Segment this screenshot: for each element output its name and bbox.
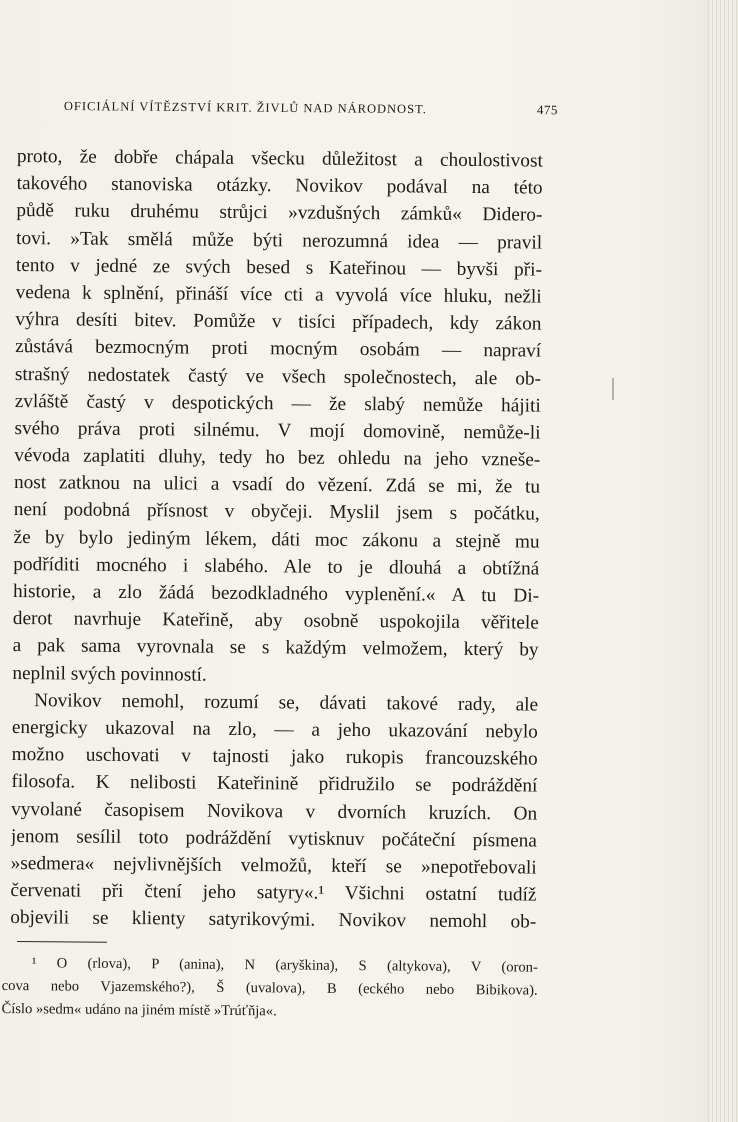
- text-line: svého práva proti silnému. V mojí domovině, nemůže-li: [14, 417, 541, 444]
- text-line: půdě ruku druhému strůjci »vzdušných zámků« Didero-: [16, 200, 543, 226]
- text-line-paragraph-end: neplnil svých povinností.: [12, 662, 207, 686]
- text-line: červenati při čtení jeho satyry«.¹ Všichni ostatní tudíž: [10, 880, 537, 906]
- text-line: není podobná přísnost v obyčeji. Myslil jsem s počátku,: [13, 499, 540, 526]
- text-line: nost zatknou na ulici a vsadí do vězení. Zdá se mi, že tu: [13, 472, 541, 498]
- footnote-line: cova nebo Vjazemského?), Š (uvalova), B (eckého nebo Bibikova).: [1, 977, 538, 999]
- pencil-margin-mark: [612, 378, 614, 400]
- text-line: derot navrhuje Kateřině, aby osobně uspokojila věřitele: [12, 608, 539, 634]
- footnote-line: ¹ O (rlova), P (anina), N (aryškina), S (altykova), V (oron-: [31, 955, 538, 976]
- text-line: takového stanoviska otázky. Novikov podával na této: [16, 173, 543, 199]
- text-line: proto, že dobře chápala všecku důležitost a choulostivost: [16, 145, 543, 172]
- text-line: historie, a zlo žádá bezodkladného vyplenění.« A tu Di-: [12, 580, 540, 607]
- text-line: vyvolané časopisem Novikova v dvorních kruzích. On: [11, 798, 538, 825]
- page-number: 475: [536, 102, 558, 118]
- text-line: jenom sesílil toto podráždění vytisknuv počáteční písmena: [10, 825, 538, 852]
- text-line: tento v jedné ze svých besed s Kateřinou — byvši při-: [15, 254, 543, 281]
- text-line: zvláště častý v despotických — že slabý nemůže hájiti: [14, 390, 541, 417]
- text-line: vévoda zaplatiti dluhy, tedy ho bez ohledu na jeho vzneše-: [14, 445, 541, 471]
- text-line-paragraph-start: Novikov nemohl, rozumí se, dávati takové rady, ale: [34, 689, 539, 716]
- text-line: filosofa. K nelibosti Kateřinině přidružilo se podráždění: [11, 771, 538, 797]
- footnotes: [1, 952, 538, 1026]
- text-line: strašný nedostatek častý ve všech společnostech, ale ob-: [14, 363, 542, 390]
- page-stack-edges: [708, 0, 738, 1122]
- text-line: zůstává bezmocným proti mocným osobám — napraví: [15, 336, 542, 362]
- text-line: a pak sama vyrovnala se s každým velmožem, který by: [12, 635, 539, 661]
- running-title: OFICIÁLNÍ VÍTĚZSTVÍ KRIT. ŽIVLŮ NAD NÁRODNOST.: [63, 98, 427, 117]
- text-line: podříditi mocného i slabého. Ale to je dlouhá a obtížná: [13, 553, 540, 580]
- text-line: že by bylo jediným lékem, dáti moc zákonu a stejně mu: [13, 526, 540, 553]
- text-line: možno uschovati v tajnosti jako rukopis francouzského: [11, 744, 538, 770]
- text-line: energicky ukazoval na zlo, — a jeho ukazování nebylo: [11, 716, 538, 743]
- text-line: tovi. »Tak smělá může býti nerozumná idea — pravil: [16, 227, 543, 254]
- footnote-line: Číslo »sedm« udáno na jiném místě »Trúťňja«.: [1, 1000, 277, 1020]
- text-line: vedena k splnění, přináší více cti a vyvolá více hluku, nežli: [15, 281, 542, 308]
- footnote-rule: [17, 941, 107, 943]
- running-head: [64, 98, 558, 124]
- body-text: [10, 143, 543, 936]
- text-line: »sedmera« nejvlivnějších velmožů, kteří se »nepotřebovali: [10, 852, 537, 879]
- text-line: objevili se klienty satyrikovými. Novikov nemohl ob-: [10, 907, 537, 933]
- text-line: výhra desíti bitev. Pomůže v tisíci případech, kdy zákon: [15, 309, 542, 335]
